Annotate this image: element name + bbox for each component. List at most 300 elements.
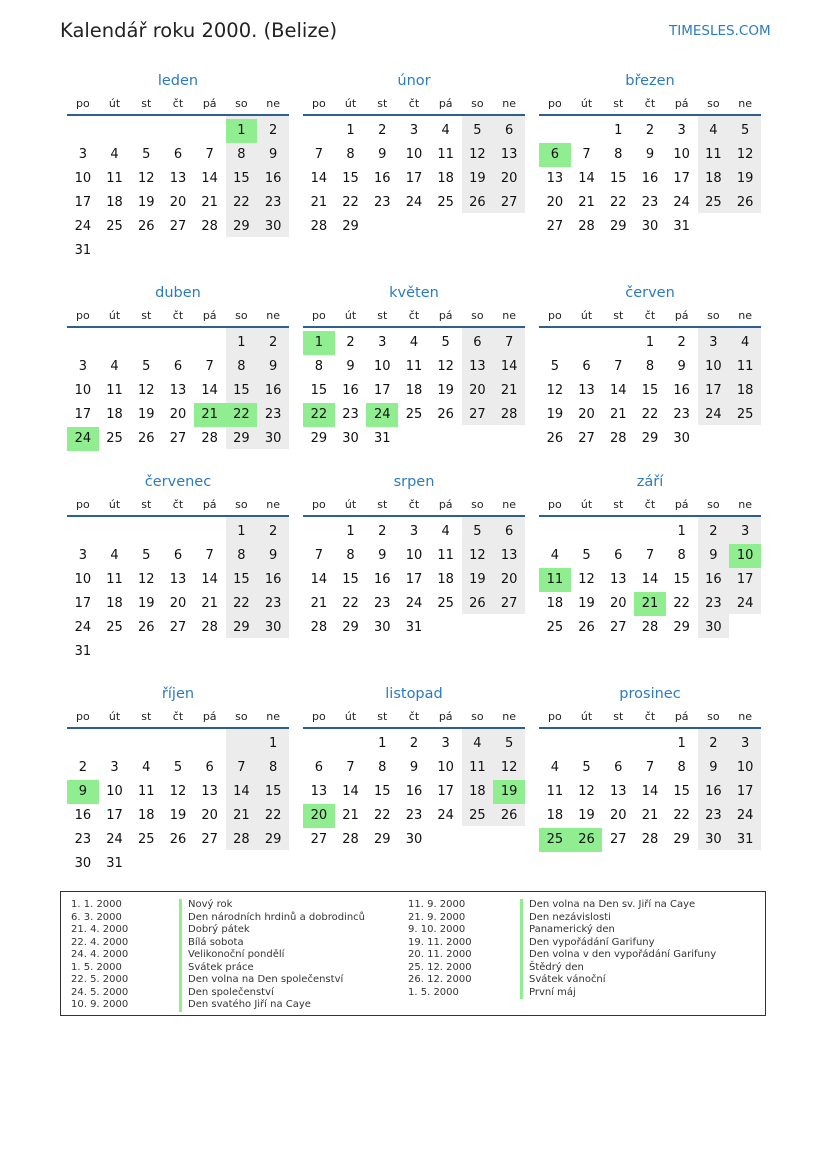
day-cell: 27 bbox=[201, 832, 218, 847]
day-cell: 14 bbox=[641, 572, 659, 587]
day-cell: 19 bbox=[469, 171, 486, 186]
day-cell: 15 bbox=[342, 572, 359, 587]
day-cell: 30 bbox=[641, 219, 659, 234]
day-cell: 21 bbox=[342, 808, 359, 823]
day-cell: 29 bbox=[233, 219, 250, 234]
day-cell: 14 bbox=[201, 572, 218, 587]
day-cell: 6 bbox=[173, 548, 183, 563]
day-cell: 31 bbox=[106, 856, 123, 871]
day-cell: 4 bbox=[441, 524, 450, 539]
day-cell: 7 bbox=[237, 760, 246, 775]
day-cell: 22 bbox=[264, 808, 282, 823]
day-cell: 9 bbox=[409, 760, 419, 775]
day-cell: 23 bbox=[264, 195, 282, 210]
holiday-day: 1 bbox=[303, 331, 335, 355]
day-cell: 28 bbox=[310, 620, 328, 635]
day-cell: 3 bbox=[441, 736, 450, 751]
day-cell: 29 bbox=[310, 431, 328, 446]
holiday-day: 22 bbox=[303, 403, 335, 427]
weekday-label: pá bbox=[438, 498, 453, 511]
weekday-label: so bbox=[235, 498, 248, 511]
day-cell: 24 bbox=[736, 808, 754, 823]
day-cell: 24 bbox=[705, 407, 722, 422]
day-cell: 6 bbox=[473, 335, 482, 350]
month-name: září bbox=[636, 474, 664, 490]
day-cell: 19 bbox=[137, 195, 155, 210]
day-cell: 9 bbox=[677, 359, 686, 374]
weekday-label: st bbox=[377, 710, 388, 723]
day-cell: 7 bbox=[645, 760, 655, 775]
day-cell: 3 bbox=[677, 123, 686, 138]
day-cell: 17 bbox=[74, 407, 92, 422]
day-cell: 27 bbox=[546, 219, 564, 234]
day-cell: 6 bbox=[504, 123, 514, 138]
day-cell: 5 bbox=[582, 548, 591, 563]
day-cell: 1 bbox=[346, 123, 355, 138]
legend-date: 19. 11. 2000 bbox=[408, 936, 472, 948]
day-cell: 3 bbox=[709, 335, 718, 350]
day-cell: 12 bbox=[137, 572, 155, 587]
day-cell: 31 bbox=[405, 620, 423, 635]
weekday-label: st bbox=[377, 498, 388, 511]
day-cell: 30 bbox=[264, 620, 282, 635]
day-cell: 7 bbox=[205, 548, 214, 563]
day-cell: 8 bbox=[677, 548, 686, 563]
day-cell: 25 bbox=[137, 832, 155, 847]
day-cell: 19 bbox=[578, 808, 595, 823]
day-cell: 15 bbox=[342, 171, 359, 186]
day-cell: 13 bbox=[169, 383, 187, 398]
day-cell: 3 bbox=[409, 123, 419, 138]
day-cell: 22 bbox=[673, 808, 690, 823]
day-cell: 10 bbox=[736, 760, 754, 775]
day-cell: 11 bbox=[137, 784, 155, 799]
day-cell: 16 bbox=[673, 383, 690, 398]
day-cell: 10 bbox=[74, 171, 92, 186]
day-cell: 2 bbox=[409, 736, 419, 751]
day-cell: 13 bbox=[310, 784, 328, 799]
legend-date: 21. 4. 2000 bbox=[71, 924, 129, 935]
day-cell: 14 bbox=[310, 171, 328, 186]
day-cell: 11 bbox=[546, 784, 564, 799]
day-cell: 8 bbox=[237, 147, 246, 162]
legend-date: 11. 9. 2000 bbox=[408, 899, 466, 910]
weekday-label: st bbox=[141, 498, 152, 511]
day-cell: 13 bbox=[169, 171, 187, 186]
day-cell: 27 bbox=[500, 195, 518, 210]
weekday-label: ne bbox=[738, 97, 752, 110]
day-cell: 26 bbox=[546, 431, 564, 446]
day-cell: 17 bbox=[405, 572, 423, 587]
weekday-label: út bbox=[344, 710, 357, 723]
day-cell: 11 bbox=[469, 760, 486, 775]
day-cell: 18 bbox=[106, 195, 123, 210]
day-cell: 14 bbox=[609, 383, 627, 398]
day-cell: 19 bbox=[137, 407, 155, 422]
day-cell: 4 bbox=[110, 359, 119, 374]
day-cell: 4 bbox=[409, 335, 419, 350]
weekday-label: čt bbox=[644, 498, 656, 511]
day-cell: 22 bbox=[373, 808, 391, 823]
day-cell: 15 bbox=[673, 572, 690, 587]
day-cell: 26 bbox=[137, 431, 155, 446]
weekday-label: ne bbox=[502, 710, 516, 723]
weekday-label: pá bbox=[438, 97, 453, 110]
day-cell: 18 bbox=[137, 808, 155, 823]
day-cell: 4 bbox=[110, 147, 119, 162]
day-cell: 30 bbox=[264, 431, 282, 446]
weekday-label: so bbox=[471, 498, 484, 511]
day-cell: 30 bbox=[405, 832, 423, 847]
day-cell: 17 bbox=[106, 808, 123, 823]
holiday-day: 19 bbox=[493, 780, 525, 804]
day-cell: 1 bbox=[645, 335, 655, 350]
day-cell: 15 bbox=[233, 572, 250, 587]
day-cell: 13 bbox=[201, 784, 218, 799]
day-cell: 2 bbox=[346, 335, 355, 350]
day-cell: 18 bbox=[469, 784, 486, 799]
day-cell: 3 bbox=[409, 524, 419, 539]
day-cell: 8 bbox=[346, 548, 355, 563]
day-cell: 14 bbox=[641, 784, 659, 799]
weekday-label: po bbox=[547, 498, 562, 511]
day-cell: 23 bbox=[264, 407, 282, 422]
weekday-label: po bbox=[547, 97, 562, 110]
day-cell: 20 bbox=[609, 596, 627, 611]
day-cell: 25 bbox=[705, 195, 722, 210]
day-cell: 25 bbox=[437, 195, 454, 210]
day-cell: 13 bbox=[546, 171, 564, 186]
weekday-label: čt bbox=[172, 97, 184, 110]
day-cell: 24 bbox=[736, 596, 754, 611]
weekday-label: čt bbox=[644, 710, 656, 723]
weekday-label: čt bbox=[408, 309, 420, 322]
day-cell: 5 bbox=[504, 736, 514, 751]
day-cell: 22 bbox=[342, 195, 359, 210]
weekday-label: ne bbox=[738, 309, 752, 322]
weekday-label: út bbox=[344, 498, 357, 511]
day-cell: 27 bbox=[609, 832, 627, 847]
legend-date: 1. 1. 2000 bbox=[71, 899, 122, 910]
day-cell: 5 bbox=[473, 123, 482, 138]
day-cell: 20 bbox=[546, 195, 564, 210]
day-cell: 10 bbox=[74, 383, 92, 398]
holiday-day: 25 bbox=[539, 828, 571, 852]
day-cell: 21 bbox=[310, 195, 328, 210]
legend-holiday-name: Štědrý den bbox=[520, 962, 716, 975]
day-cell: 2 bbox=[378, 123, 387, 138]
day-cell: 12 bbox=[736, 147, 754, 162]
day-cell: 22 bbox=[609, 195, 627, 210]
weekday-label: út bbox=[108, 498, 121, 511]
day-cell: 17 bbox=[736, 572, 754, 587]
day-cell: 25 bbox=[469, 808, 486, 823]
day-cell: 15 bbox=[673, 784, 690, 799]
day-cell: 19 bbox=[546, 407, 564, 422]
day-cell: 14 bbox=[233, 784, 250, 799]
day-cell: 7 bbox=[314, 548, 323, 563]
day-cell: 30 bbox=[373, 620, 391, 635]
day-cell: 27 bbox=[169, 431, 187, 446]
weekday-label: čt bbox=[172, 309, 184, 322]
weekday-label: pá bbox=[438, 309, 453, 322]
day-cell: 27 bbox=[169, 219, 187, 234]
weekday-label: ne bbox=[502, 97, 516, 110]
day-cell: 25 bbox=[106, 219, 123, 234]
weekday-label: pá bbox=[438, 710, 453, 723]
holiday-day: 20 bbox=[303, 804, 335, 828]
day-cell: 21 bbox=[500, 383, 518, 398]
weekday-label: út bbox=[108, 309, 121, 322]
day-cell: 12 bbox=[137, 171, 155, 186]
day-cell: 7 bbox=[205, 147, 214, 162]
legend-date: 10. 9. 2000 bbox=[71, 999, 129, 1010]
day-cell: 12 bbox=[546, 383, 564, 398]
weekday-label: ne bbox=[502, 309, 516, 322]
day-cell: 2 bbox=[268, 335, 278, 350]
month-name: květen bbox=[389, 285, 439, 301]
day-cell: 14 bbox=[310, 572, 328, 587]
day-cell: 25 bbox=[106, 620, 123, 635]
weekday-label: st bbox=[613, 309, 624, 322]
day-cell: 7 bbox=[645, 548, 655, 563]
day-cell: 26 bbox=[137, 219, 155, 234]
day-cell: 5 bbox=[142, 147, 151, 162]
day-cell: 30 bbox=[673, 431, 690, 446]
day-cell: 24 bbox=[106, 832, 123, 847]
legend-date: 1. 5. 2000 bbox=[408, 986, 459, 998]
legend-date: 22. 5. 2000 bbox=[71, 974, 129, 985]
day-cell: 28 bbox=[641, 620, 659, 635]
day-cell: 25 bbox=[405, 407, 423, 422]
day-cell: 1 bbox=[268, 736, 278, 751]
legend-date: 24. 4. 2000 bbox=[71, 949, 129, 960]
day-cell: 18 bbox=[106, 596, 123, 611]
legend-holiday-name: Velikonoční pondělí bbox=[179, 949, 365, 962]
weekday-label: út bbox=[344, 309, 357, 322]
month-name: říjen bbox=[161, 686, 195, 702]
day-cell: 8 bbox=[645, 359, 655, 374]
site-link[interactable]: TIMESLES.COM bbox=[669, 23, 771, 39]
legend-date: 9. 10. 2000 bbox=[408, 924, 466, 935]
day-cell: 8 bbox=[237, 359, 246, 374]
day-cell: 16 bbox=[264, 383, 282, 398]
weekday-label: čt bbox=[644, 309, 656, 322]
day-cell: 4 bbox=[740, 335, 750, 350]
day-cell: 28 bbox=[641, 832, 659, 847]
day-cell: 21 bbox=[233, 808, 250, 823]
day-cell: 23 bbox=[641, 195, 659, 210]
legend-holiday-name: Bílá sobota bbox=[179, 937, 365, 950]
month-name: leden bbox=[157, 73, 199, 89]
day-cell: 26 bbox=[469, 195, 486, 210]
day-cell: 8 bbox=[677, 760, 686, 775]
day-cell: 10 bbox=[673, 147, 690, 162]
legend-holiday-name: Den společenství bbox=[179, 987, 365, 1000]
legend-names-right bbox=[520, 899, 716, 999]
weekday-label: ne bbox=[502, 498, 516, 511]
weekday-label: st bbox=[141, 309, 152, 322]
holiday-day: 10 bbox=[729, 544, 761, 568]
holiday-day: 21 bbox=[194, 403, 226, 427]
weekday-label: út bbox=[108, 710, 121, 723]
day-cell: 24 bbox=[437, 808, 454, 823]
weekday-label: po bbox=[547, 710, 562, 723]
day-cell: 7 bbox=[582, 147, 591, 162]
day-cell: 3 bbox=[78, 359, 87, 374]
legend-date: 26. 12. 2000 bbox=[408, 974, 472, 985]
day-cell: 1 bbox=[346, 524, 355, 539]
day-cell: 29 bbox=[373, 832, 391, 847]
day-cell: 9 bbox=[268, 147, 278, 162]
day-cell: 27 bbox=[609, 620, 627, 635]
day-cell: 1 bbox=[677, 524, 686, 539]
weekday-label: so bbox=[235, 710, 248, 723]
day-cell: 3 bbox=[378, 335, 387, 350]
day-cell: 25 bbox=[106, 431, 123, 446]
day-cell: 28 bbox=[609, 431, 627, 446]
day-cell: 29 bbox=[673, 620, 690, 635]
legend-holiday-name: Den národních hrdinů a dobrodinců bbox=[179, 912, 365, 925]
legend-date: 21. 9. 2000 bbox=[408, 911, 466, 923]
day-cell: 27 bbox=[469, 407, 486, 422]
day-cell: 31 bbox=[74, 243, 92, 258]
day-cell: 31 bbox=[736, 832, 754, 847]
day-cell: 2 bbox=[378, 524, 387, 539]
day-cell: 6 bbox=[582, 359, 591, 374]
day-cell: 23 bbox=[705, 808, 722, 823]
day-cell: 8 bbox=[614, 147, 623, 162]
weekday-label: po bbox=[311, 498, 326, 511]
day-cell: 2 bbox=[677, 335, 686, 350]
day-cell: 24 bbox=[673, 195, 690, 210]
day-cell: 6 bbox=[173, 359, 183, 374]
holiday-day: 26 bbox=[571, 828, 603, 852]
weekday-label: so bbox=[471, 97, 484, 110]
day-cell: 5 bbox=[550, 359, 559, 374]
day-cell: 29 bbox=[641, 431, 659, 446]
day-cell: 22 bbox=[233, 195, 250, 210]
day-cell: 17 bbox=[705, 383, 722, 398]
day-cell: 20 bbox=[169, 596, 187, 611]
day-cell: 12 bbox=[437, 359, 454, 374]
weekday-label: so bbox=[707, 97, 720, 110]
day-cell: 5 bbox=[740, 123, 750, 138]
holiday-day: 1 bbox=[226, 119, 258, 143]
day-cell: 4 bbox=[110, 548, 119, 563]
day-cell: 13 bbox=[500, 548, 518, 563]
day-cell: 8 bbox=[378, 760, 387, 775]
day-cell: 3 bbox=[740, 736, 750, 751]
day-cell: 28 bbox=[201, 431, 218, 446]
day-cell: 18 bbox=[106, 407, 123, 422]
legend-holiday-name: Nový rok bbox=[179, 899, 365, 912]
weekday-label: út bbox=[580, 710, 593, 723]
legend-holiday-name: Den volna na Den sv. Jiří na Caye bbox=[520, 899, 716, 912]
holiday-day: 9 bbox=[67, 780, 99, 804]
weekday-label: po bbox=[75, 498, 90, 511]
weekday-label: po bbox=[547, 309, 562, 322]
day-cell: 26 bbox=[469, 596, 486, 611]
day-cell: 24 bbox=[405, 596, 423, 611]
day-cell: 31 bbox=[373, 431, 391, 446]
legend-holiday-name: Dobrý pátek bbox=[179, 924, 365, 937]
day-cell: 9 bbox=[268, 359, 278, 374]
day-cell: 20 bbox=[469, 383, 486, 398]
weekday-label: po bbox=[75, 309, 90, 322]
weekday-label: pá bbox=[202, 710, 217, 723]
day-cell: 26 bbox=[736, 195, 754, 210]
day-cell: 5 bbox=[582, 760, 591, 775]
weekday-label: st bbox=[613, 498, 624, 511]
weekday-label: po bbox=[75, 710, 90, 723]
day-cell: 4 bbox=[550, 548, 559, 563]
day-cell: 24 bbox=[405, 195, 423, 210]
weekday-label: po bbox=[311, 309, 326, 322]
day-cell: 23 bbox=[342, 407, 359, 422]
day-cell: 19 bbox=[578, 596, 595, 611]
day-cell: 19 bbox=[437, 383, 454, 398]
day-cell: 17 bbox=[736, 784, 754, 799]
day-cell: 9 bbox=[268, 548, 278, 563]
legend-dates-left bbox=[71, 899, 128, 1012]
day-cell: 10 bbox=[74, 572, 92, 587]
weekday-label: čt bbox=[408, 97, 420, 110]
day-cell: 10 bbox=[106, 784, 123, 799]
holiday-day: 22 bbox=[226, 403, 258, 427]
day-cell: 13 bbox=[578, 383, 595, 398]
day-cell: 29 bbox=[342, 620, 359, 635]
day-cell: 16 bbox=[405, 784, 423, 799]
day-cell: 15 bbox=[233, 171, 250, 186]
weekday-label: st bbox=[141, 710, 152, 723]
day-cell: 20 bbox=[169, 407, 187, 422]
weekday-label: čt bbox=[644, 97, 656, 110]
day-cell: 20 bbox=[500, 572, 518, 587]
weekday-label: so bbox=[235, 97, 248, 110]
day-cell: 6 bbox=[614, 548, 623, 563]
day-cell: 31 bbox=[673, 219, 690, 234]
day-cell: 3 bbox=[78, 147, 87, 162]
day-cell: 8 bbox=[237, 548, 246, 563]
day-cell: 5 bbox=[142, 359, 151, 374]
weekday-label: po bbox=[311, 710, 326, 723]
day-cell: 16 bbox=[641, 171, 659, 186]
day-cell: 23 bbox=[705, 596, 722, 611]
day-cell: 16 bbox=[74, 808, 92, 823]
day-cell: 17 bbox=[74, 195, 92, 210]
day-cell: 11 bbox=[106, 171, 123, 186]
holiday-day: 24 bbox=[366, 403, 398, 427]
day-cell: 20 bbox=[609, 808, 627, 823]
day-cell: 12 bbox=[469, 548, 486, 563]
day-cell: 4 bbox=[441, 123, 450, 138]
day-cell: 2 bbox=[645, 123, 655, 138]
day-cell: 7 bbox=[205, 359, 214, 374]
day-cell: 18 bbox=[705, 171, 722, 186]
weekday-label: čt bbox=[408, 498, 420, 511]
day-cell: 26 bbox=[578, 620, 595, 635]
weekday-label: pá bbox=[674, 97, 689, 110]
day-cell: 31 bbox=[74, 644, 92, 659]
weekday-label: st bbox=[377, 97, 388, 110]
day-cell: 21 bbox=[641, 808, 659, 823]
day-cell: 23 bbox=[373, 195, 391, 210]
day-cell: 28 bbox=[310, 219, 328, 234]
day-cell: 9 bbox=[346, 359, 355, 374]
day-cell: 11 bbox=[437, 147, 454, 162]
day-cell: 30 bbox=[705, 832, 722, 847]
